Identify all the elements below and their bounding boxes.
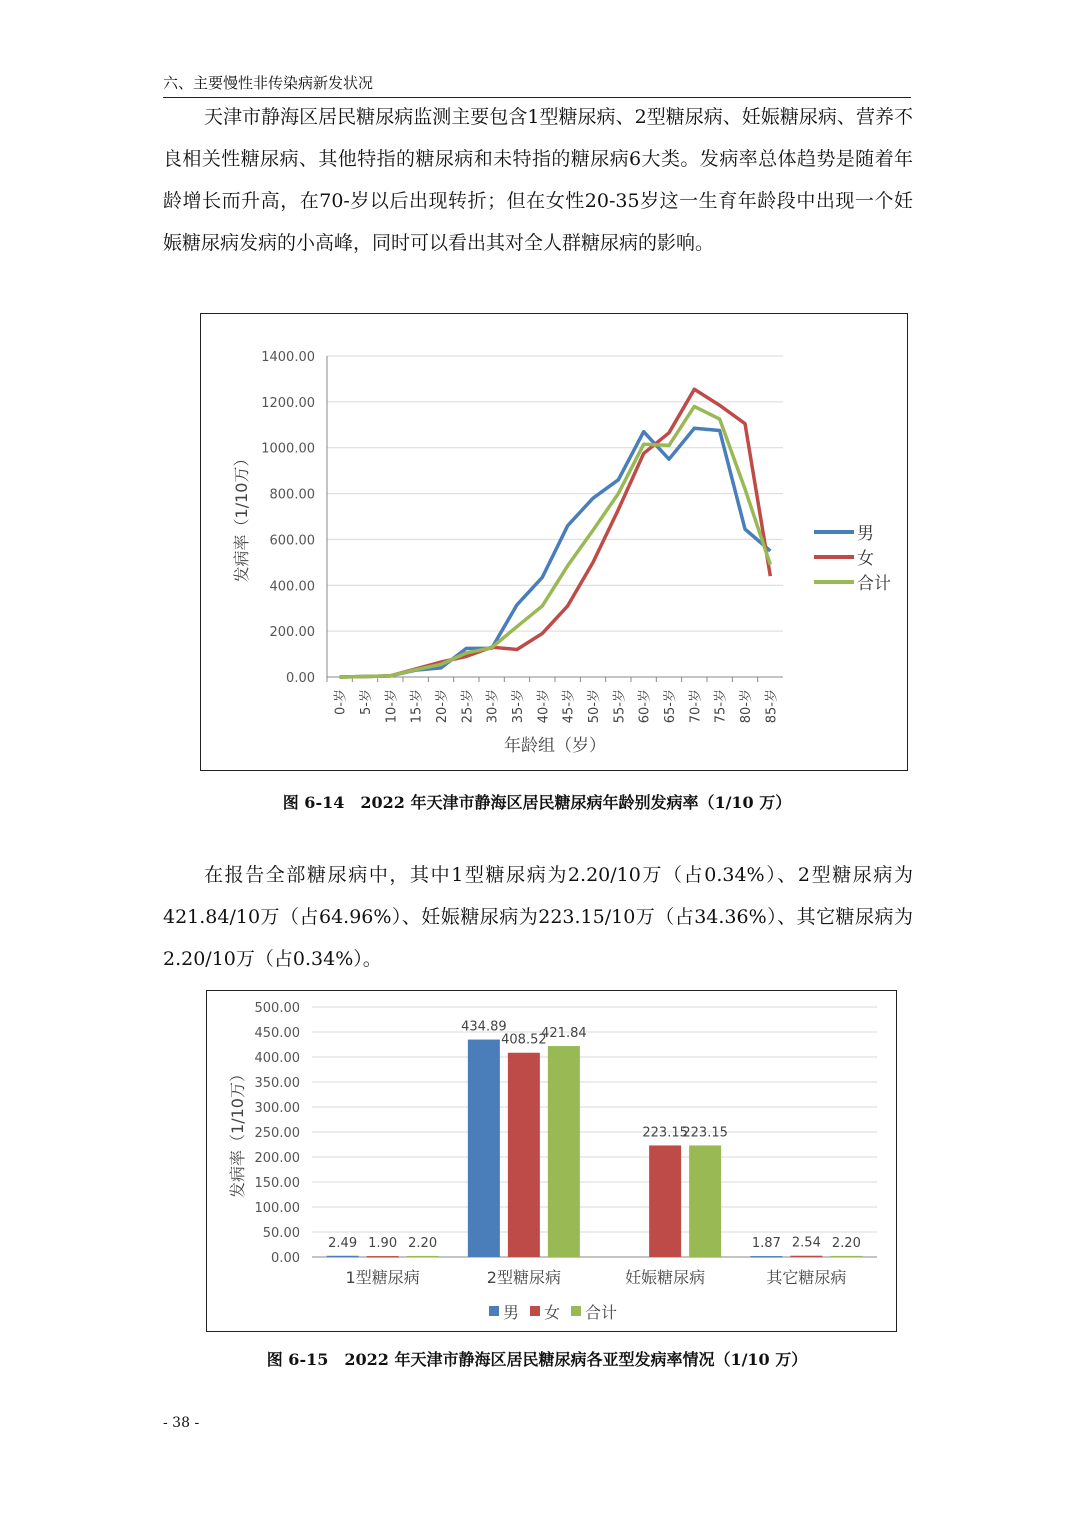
- legend-label: 合计: [585, 1303, 618, 1322]
- x-tick-label: 10-岁: [384, 689, 400, 724]
- x-tick-label: 30-岁: [485, 689, 501, 724]
- series-line-男: [340, 428, 771, 677]
- bar-男: [750, 1256, 782, 1258]
- subtype-bar-chart: [206, 990, 897, 1332]
- line-chart-svg: [201, 314, 907, 770]
- x-tick-label: 50-岁: [587, 689, 602, 724]
- legend-label: 女: [857, 549, 874, 569]
- data-label: 1.90: [368, 1236, 398, 1252]
- bar-女: [649, 1145, 681, 1257]
- bar-合计: [407, 1256, 439, 1258]
- y-tick-label: 250.00: [254, 1126, 300, 1141]
- intro-paragraph: 天津市静海区居民糖尿病监测主要包含1型糖尿病、2型糖尿病、妊娠糖尿病、营养不良相关性糖尿病、其他特指的糖尿病和未特指的糖尿病6大类。发病率总体趋势是随着年龄增长而升高，在70-岁以后出现转折；但在女性20-35岁这一生育年龄段中出现一个妊娠糖尿病发病的小高峰，同时可以看出其对全人群糖尿病的影响。: [163, 106, 913, 254]
- y-tick-label: 100.00: [254, 1201, 300, 1216]
- x-tick-label: 70-岁: [688, 689, 704, 724]
- y-tick-label: 350.00: [254, 1076, 300, 1091]
- y-tick-label: 1400.00: [261, 350, 315, 365]
- legend-label: 合计: [857, 574, 891, 594]
- y-tick-label: 300.00: [254, 1101, 300, 1116]
- x-category-label: 2型糖尿病: [486, 1268, 561, 1287]
- data-label: 2.20: [831, 1235, 861, 1251]
- x-tick-label: 5-岁: [359, 689, 374, 715]
- bar-男: [327, 1256, 359, 1258]
- running-header: 六、主要慢性非传染病新发状况: [163, 72, 911, 98]
- data-label: 223.15: [682, 1125, 728, 1141]
- x-category-label: 妊娠糖尿病: [625, 1268, 706, 1287]
- data-label: 1.87: [751, 1236, 781, 1252]
- y-axis-title: 发病率（1/10万）: [232, 450, 251, 583]
- x-tick-label: 75-岁: [713, 689, 729, 724]
- bar-chart-svg: [207, 991, 896, 1331]
- y-tick-label: 150.00: [254, 1176, 300, 1191]
- y-tick-label: 600.00: [269, 533, 315, 549]
- x-tick-label: 15-岁: [409, 689, 425, 724]
- legend-label: 女: [544, 1303, 561, 1322]
- y-tick-label: 50.00: [262, 1226, 300, 1241]
- x-category-label: 其它糖尿病: [766, 1268, 847, 1287]
- legend-swatch: [571, 1306, 581, 1316]
- figure-caption-6-14: 图 6-14 2022 年天津市静海区居民糖尿病年龄别发病率（1/10 万）: [282, 793, 792, 812]
- x-tick-label: 55-岁: [612, 689, 628, 724]
- y-tick-label: 400.00: [254, 1051, 300, 1066]
- bar-合计: [548, 1046, 580, 1257]
- legend-swatch: [530, 1306, 540, 1316]
- legend-label: 男: [503, 1303, 520, 1322]
- data-label: 421.84: [541, 1026, 587, 1042]
- bar-女: [508, 1053, 540, 1257]
- x-tick-label: 85-岁: [764, 689, 780, 724]
- age-incidence-line-chart: [200, 313, 908, 771]
- subtype-paragraph: 在报告全部糖尿病中，其中1型糖尿病为2.20/10万（占0.34%）、2型糖尿病为421.84/10万（占64.96%）、妊娠糖尿病为223.15/10万（占34.36%）、其它糖尿病为2.20/10万（占0.34%）。: [163, 864, 913, 970]
- y-tick-label: 500.00: [254, 1001, 300, 1016]
- data-label: 2.49: [328, 1235, 358, 1251]
- x-category-label: 1型糖尿病: [345, 1268, 420, 1287]
- x-tick-label: 45-岁: [561, 689, 577, 724]
- x-tick-label: 40-岁: [536, 689, 552, 724]
- x-tick-label: 60-岁: [637, 689, 653, 724]
- legend-swatch: [489, 1306, 499, 1316]
- legend-label: 男: [857, 524, 874, 544]
- y-tick-label: 0.00: [271, 1251, 300, 1266]
- y-tick-label: 450.00: [254, 1026, 300, 1041]
- bar-合计: [830, 1256, 862, 1258]
- bar-女: [790, 1256, 822, 1258]
- data-label: 2.20: [408, 1235, 438, 1251]
- series-line-女: [340, 389, 771, 677]
- x-tick-label: 25-岁: [460, 689, 476, 724]
- bar-女: [367, 1256, 399, 1258]
- x-tick-label: 80-岁: [739, 689, 754, 724]
- bar-男: [468, 1040, 500, 1257]
- y-tick-label: 1200.00: [261, 395, 315, 411]
- y-tick-label: 1000.00: [261, 441, 315, 457]
- y-tick-label: 200.00: [254, 1151, 300, 1166]
- y-tick-label: 800.00: [269, 487, 315, 503]
- data-label: 2.54: [791, 1235, 821, 1251]
- bar-合计: [689, 1145, 721, 1257]
- x-tick-label: 20-岁: [435, 689, 450, 724]
- data-label: 434.89: [461, 1019, 507, 1035]
- y-tick-label: 200.00: [269, 625, 315, 641]
- data-label: 223.15: [642, 1125, 688, 1141]
- data-label: 408.52: [501, 1032, 547, 1048]
- x-tick-label: 35-岁: [511, 689, 526, 724]
- figure-caption-6-15: 图 6-15 2022 年天津市静海区居民糖尿病各亚型发病率情况（1/10 万）: [266, 1350, 808, 1369]
- y-tick-label: 400.00: [269, 579, 315, 595]
- y-axis-title: 发病率（1/10万）: [228, 1066, 247, 1198]
- x-axis-title: 年龄组（岁）: [504, 736, 606, 756]
- page-number: - 38 -: [163, 1415, 200, 1431]
- series-line-合计: [340, 406, 771, 677]
- y-tick-label: 0.00: [286, 671, 315, 686]
- x-tick-label: 65-岁: [663, 689, 678, 724]
- x-tick-label: 0-岁: [333, 689, 349, 715]
